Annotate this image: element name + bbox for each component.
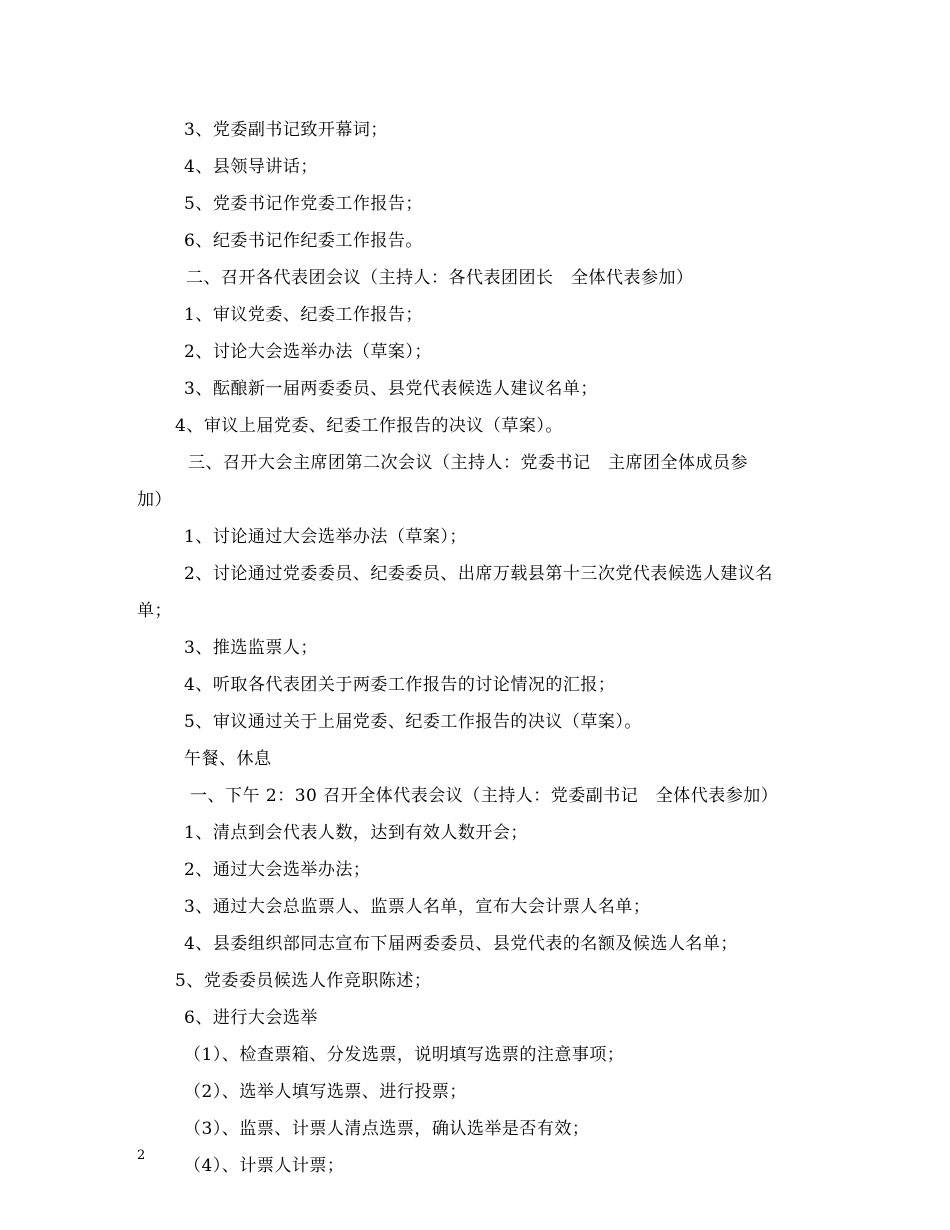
text-line: 加） (137, 490, 172, 510)
section-heading: 三、召开大会主席团第二次会议（主持人：党委书记 主席团全体成员参 (188, 453, 748, 473)
section-heading: 一、下午 2：30 召开全体代表会议（主持人：党委副书记 全体代表参加） (190, 786, 779, 806)
text-line: 5、党委委员候选人作竞职陈述； (175, 971, 432, 991)
text-line: 4、县委组织部同志宣布下届两委委员、县党代表的名额及候选人名单； (184, 934, 738, 954)
text-line: 1、清点到会代表人数，达到有效人数开会； (184, 823, 528, 843)
page-number: 2 (137, 1148, 146, 1163)
section-heading: 二、召开各代表团会议（主持人：各代表团团长 全体代表参加） (186, 268, 694, 288)
text-line: 单； (137, 601, 172, 621)
text-line: （1）、检查票箱、分发选票，说明填写选票的注意事项； (184, 1045, 625, 1065)
text-line: 3、党委副书记致开幕词； (184, 120, 388, 140)
text-line: 3、通过大会总监票人、监票人名单，宣布大会计票人名单； (184, 897, 651, 917)
text-line: （4）、计票人计票； (184, 1156, 345, 1176)
text-line: 1、讨论通过大会选举办法（草案）； (184, 527, 467, 547)
text-line: 4、县领导讲话； (184, 157, 318, 177)
text-line: 3、推选监票人； (184, 638, 318, 658)
text-line: 午餐、休息 (184, 749, 272, 769)
text-line: （2）、选举人填写选票、进行投票； (184, 1082, 467, 1102)
text-line: 4、审议上届党委、纪委工作报告的决议（草案）。 (175, 416, 563, 436)
text-line: 6、进行大会选举 (184, 1008, 318, 1028)
text-line: 4、听取各代表团关于两委工作报告的讨论情况的汇报； (184, 675, 616, 695)
text-line: 2、讨论通过党委委员、纪委委员、出席万载县第十三次党代表候选人建议名 (184, 564, 773, 584)
text-line: （3）、监票、计票人清点选票，确认选举是否有效； (184, 1119, 590, 1139)
text-line: 5、审议通过关于上届党委、纪委工作报告的决议（草案）。 (184, 712, 642, 732)
text-line: 1、审议党委、纪委工作报告； (184, 305, 423, 325)
text-line: 3、酝酿新一届两委委员、县党代表候选人建议名单； (184, 379, 598, 399)
text-line: 2、通过大会选举办法； (184, 860, 371, 880)
text-line: 5、党委书记作党委工作报告； (184, 194, 423, 214)
text-line: 2、讨论大会选举办法（草案）； (184, 342, 432, 362)
text-line: 6、纪委书记作纪委工作报告。 (184, 231, 423, 251)
